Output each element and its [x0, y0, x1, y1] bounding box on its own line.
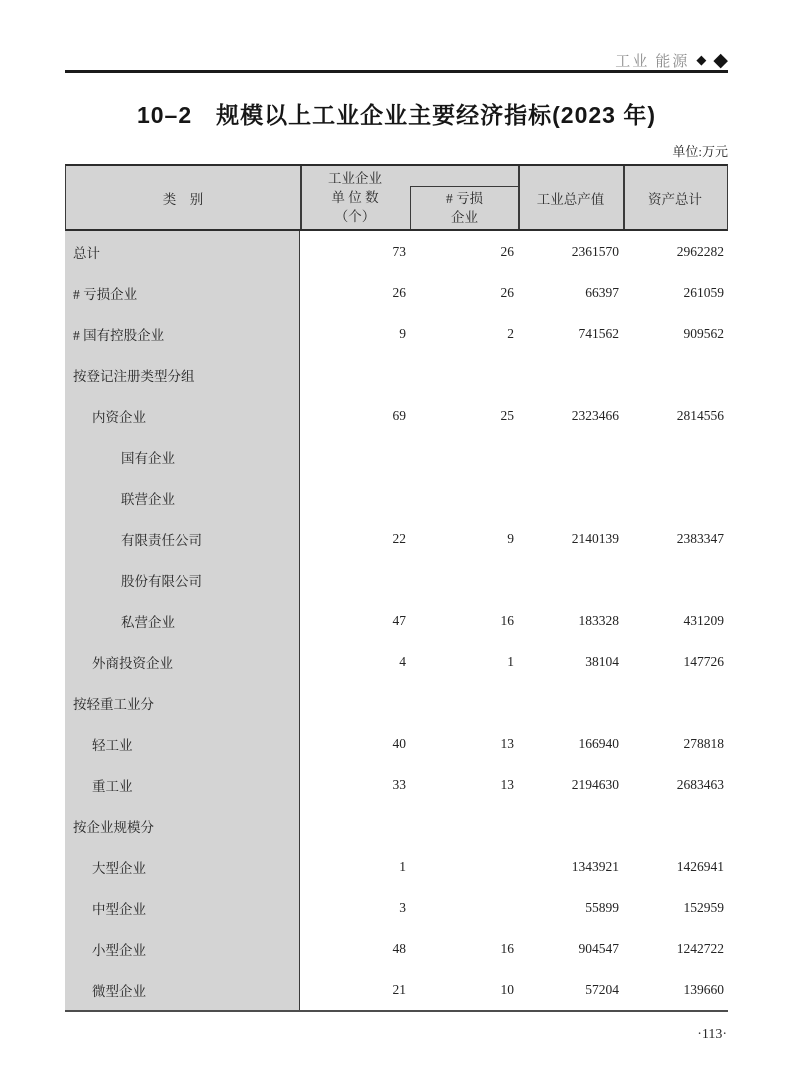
- unit-note: 单位:万元: [672, 144, 728, 159]
- row-value: 16: [500, 612, 514, 628]
- table-header: [65, 164, 728, 231]
- table-row: [65, 805, 728, 846]
- row-value: 10: [500, 981, 514, 997]
- row-value: 904547: [578, 940, 619, 956]
- row-value: 48: [392, 940, 406, 956]
- column-header-units-line: 工业企业: [328, 171, 382, 186]
- column-header-units-line: 单 位 数: [331, 190, 379, 205]
- row-label: 私营企业: [65, 600, 300, 641]
- row-label: 有限责任公司: [65, 518, 300, 559]
- row-value: 2140139: [571, 530, 619, 546]
- row-value: [518, 477, 623, 518]
- row-value: 2683463: [676, 776, 724, 792]
- row-value: 9: [399, 325, 406, 341]
- row-value: [518, 436, 623, 477]
- table-row: [65, 354, 728, 395]
- row-value: 2962282: [676, 243, 724, 259]
- table-row: [65, 272, 728, 313]
- table-row: [65, 846, 728, 887]
- row-label: 国有企业: [65, 436, 300, 477]
- row-value: [410, 682, 518, 723]
- row-value: [410, 436, 518, 477]
- row-label: 按企业规模分: [65, 805, 300, 846]
- row-value: 139660: [683, 981, 724, 997]
- table-row: [65, 723, 728, 764]
- row-value: 3: [399, 899, 406, 915]
- row-value: [518, 805, 623, 846]
- row-label: 按轻重工业分: [65, 682, 300, 723]
- row-value: 2383347: [676, 530, 724, 546]
- row-value: 2194630: [571, 776, 619, 792]
- row-value: 183328: [578, 612, 619, 628]
- row-value: 2814556: [676, 407, 724, 423]
- row-value: [410, 559, 518, 600]
- row-value: 741562: [578, 325, 619, 341]
- row-value: 278818: [683, 735, 724, 751]
- row-label: 联营企业: [65, 477, 300, 518]
- table-row: [65, 313, 728, 354]
- table-row: [65, 928, 728, 969]
- row-value: 431209: [683, 612, 724, 628]
- column-divider: [300, 166, 302, 229]
- row-value: 21: [392, 981, 406, 997]
- row-value: [623, 477, 728, 518]
- row-label: 外商投资企业: [65, 641, 300, 682]
- column-header-loss-line: 企业: [451, 210, 478, 225]
- row-value: 4: [399, 653, 406, 669]
- row-value: 55899: [585, 899, 619, 915]
- row-value: 2: [507, 325, 514, 341]
- row-value: 152959: [683, 899, 724, 915]
- row-value: 16: [500, 940, 514, 956]
- row-value: [623, 805, 728, 846]
- column-header-units: [300, 166, 410, 229]
- section-label: 工业 能源: [615, 52, 690, 70]
- row-value: [623, 354, 728, 395]
- row-label: 微型企业: [65, 969, 300, 1010]
- table-row: [65, 969, 728, 1010]
- row-label: 大型企业: [65, 846, 300, 887]
- column-header-assets: 资产总计: [648, 191, 702, 207]
- row-value: 22: [392, 530, 406, 546]
- row-value: 25: [500, 407, 514, 423]
- row-label: 重工业: [65, 764, 300, 805]
- table-row: [65, 477, 728, 518]
- row-label: # 亏损企业: [65, 272, 300, 313]
- table-row: [65, 682, 728, 723]
- row-value: 40: [392, 735, 406, 751]
- row-label: # 国有控股企业: [65, 313, 300, 354]
- statistics-table: [65, 164, 728, 1012]
- table-row: [65, 518, 728, 559]
- row-value: 1: [399, 858, 406, 874]
- row-value: 261059: [683, 284, 724, 300]
- row-value: [410, 477, 518, 518]
- row-value: [300, 477, 410, 518]
- row-value: [623, 559, 728, 600]
- row-value: 57204: [585, 981, 619, 997]
- column-header-category: 类 别: [162, 191, 204, 207]
- row-value: 33: [392, 776, 406, 792]
- row-value: 69: [392, 407, 406, 423]
- row-label: 按登记注册类型分组: [65, 354, 300, 395]
- row-value: 13: [500, 735, 514, 751]
- row-value: [518, 354, 623, 395]
- table-row: [65, 764, 728, 805]
- page-title: 10–2 规模以上工业企业主要经济指标(2023 年): [136, 102, 657, 128]
- row-value: [623, 436, 728, 477]
- row-value: 2323466: [571, 407, 619, 423]
- row-value: 2361570: [571, 243, 619, 259]
- table-row: [65, 600, 728, 641]
- row-value: [410, 887, 518, 928]
- table-row: [65, 887, 728, 928]
- row-value: [518, 682, 623, 723]
- row-value: 166940: [578, 735, 619, 751]
- diamond-large-icon: ◆: [713, 48, 728, 71]
- table-row: [65, 231, 728, 272]
- table-row: [65, 559, 728, 600]
- row-value: [518, 559, 623, 600]
- row-label: 轻工业: [65, 723, 300, 764]
- page-header: [615, 50, 728, 70]
- column-divider: [623, 166, 625, 229]
- row-value: [410, 846, 518, 887]
- row-label: 内资企业: [65, 395, 300, 436]
- column-header-loss-line: # 亏损: [445, 191, 484, 206]
- table-body: [65, 231, 728, 1012]
- row-value: 13: [500, 776, 514, 792]
- row-value: 1242722: [676, 940, 724, 956]
- row-value: [623, 682, 728, 723]
- row-value: 47: [392, 612, 406, 628]
- table-row: [65, 436, 728, 477]
- page-number: ·113·: [697, 1027, 727, 1042]
- row-value: 26: [392, 284, 406, 300]
- column-header-units-line: （个）: [334, 209, 376, 224]
- column-header-output: 工业总产值: [536, 191, 605, 207]
- row-label: 总计: [65, 231, 300, 272]
- row-value: 66397: [585, 284, 619, 300]
- row-value: 1426941: [676, 858, 724, 874]
- table-row: [65, 395, 728, 436]
- row-value: [410, 805, 518, 846]
- row-value: 909562: [683, 325, 724, 341]
- row-label: 中型企业: [65, 887, 300, 928]
- row-value: 26: [500, 243, 514, 259]
- row-value: 1343921: [571, 858, 619, 874]
- row-label: 股份有限公司: [65, 559, 300, 600]
- column-header-loss: [410, 186, 518, 229]
- row-value: [300, 559, 410, 600]
- row-value: 9: [507, 530, 514, 546]
- row-value: [300, 354, 410, 395]
- row-value: [300, 682, 410, 723]
- row-value: [300, 805, 410, 846]
- diamond-small-icon: ◆: [696, 52, 707, 68]
- row-value: [410, 354, 518, 395]
- row-value: 38104: [585, 653, 619, 669]
- row-value: 1: [507, 653, 514, 669]
- row-value: [300, 436, 410, 477]
- table-row: [65, 641, 728, 682]
- row-label: 小型企业: [65, 928, 300, 969]
- header-rule: [65, 70, 728, 73]
- column-divider: [518, 166, 520, 229]
- row-value: 26: [500, 284, 514, 300]
- row-value: 73: [392, 243, 406, 259]
- row-value: 147726: [683, 653, 724, 669]
